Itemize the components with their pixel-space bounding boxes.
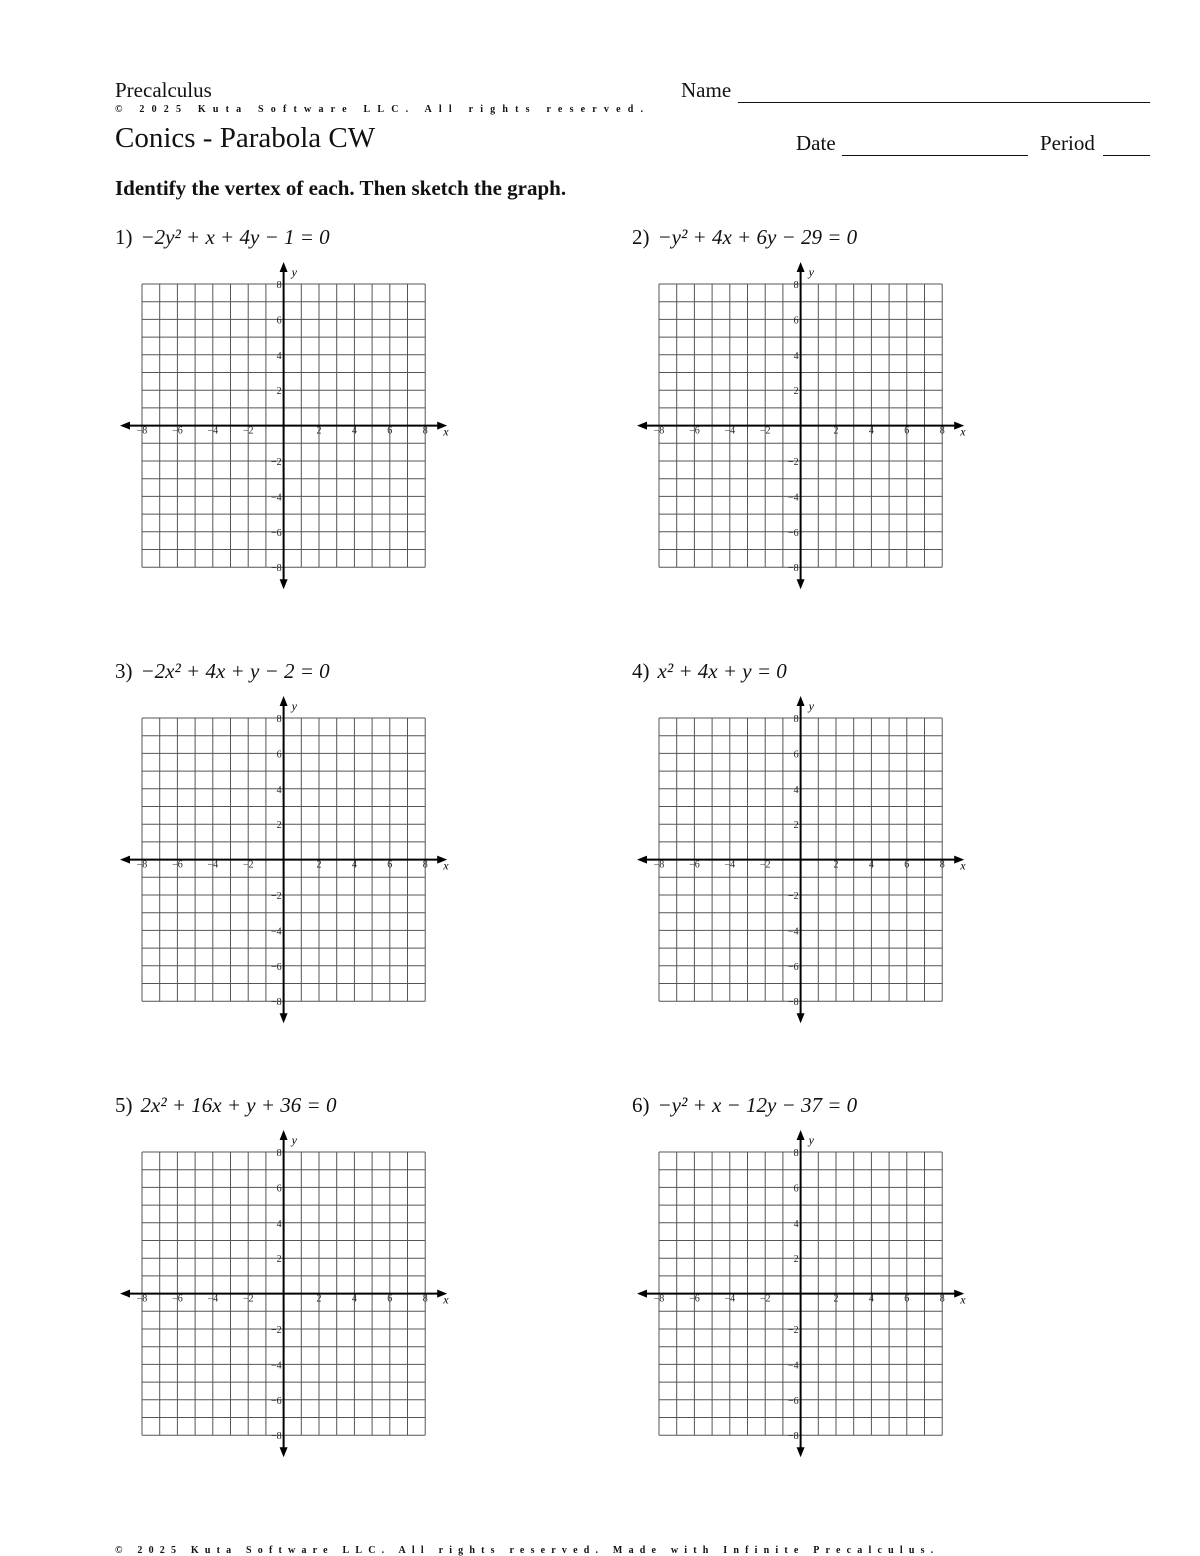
problem-equation: −2y² + x + 4y − 1 = 0: [140, 225, 330, 249]
worksheet-title: Conics - Parabola CW: [115, 122, 376, 154]
x-axis-label: x: [960, 424, 966, 439]
x-tick-label: 4: [351, 1293, 357, 1305]
x-tick-label: 2: [316, 425, 322, 437]
x-tick-label: −6: [172, 859, 183, 871]
x-tick-label: −8: [136, 859, 148, 871]
y-tick-label: 4: [793, 350, 799, 362]
y-tick-label: −6: [787, 527, 799, 539]
x-tick-label: −4: [724, 1293, 736, 1305]
x-axis-arrow-left: [637, 856, 647, 864]
y-tick-label: −8: [270, 563, 282, 575]
y-tick-label: 8: [276, 714, 282, 725]
y-tick-label: 8: [276, 280, 282, 291]
x-tick-label: 6: [904, 1293, 910, 1305]
x-axis-label: x: [960, 1292, 966, 1307]
x-axis-label: x: [960, 858, 966, 873]
x-tick-label: 8: [422, 859, 428, 871]
y-tick-label: −6: [270, 961, 282, 973]
x-tick-label: −8: [653, 859, 665, 871]
x-axis-label: x: [443, 424, 449, 439]
problem-equation: x² + 4x + y = 0: [657, 659, 787, 683]
problem-number: 2): [632, 225, 650, 249]
problem-number: 4): [632, 659, 650, 683]
x-tick-label: −2: [242, 1293, 254, 1305]
x-tick-label: −8: [653, 425, 665, 437]
x-axis-label: x: [443, 1292, 449, 1307]
y-axis-arrow-down: [280, 579, 288, 589]
y-tick-label: 6: [793, 315, 799, 327]
problem-6: [632, 1093, 857, 1118]
problem-5: [115, 1093, 336, 1118]
x-tick-label: −2: [759, 425, 771, 437]
date-label: Date: [796, 131, 836, 155]
y-tick-label: 2: [276, 386, 282, 398]
graph-grid-5[interactable]: [120, 1130, 450, 1460]
y-tick-label: −6: [270, 527, 282, 539]
x-axis-label: x: [443, 858, 449, 873]
x-tick-label: 4: [351, 425, 357, 437]
copyright-notice: © 2025 Kuta Software LLC. All rights reserved.: [115, 104, 651, 115]
y-axis-arrow-up: [797, 262, 805, 272]
x-tick-label: −6: [172, 1293, 183, 1305]
x-tick-label: −6: [172, 425, 183, 437]
x-tick-label: −4: [207, 1293, 219, 1305]
name-blank[interactable]: [738, 102, 1150, 103]
y-tick-label: −4: [787, 1360, 799, 1372]
x-tick-label: 2: [316, 859, 322, 871]
x-tick-label: 8: [422, 1293, 428, 1305]
date-blank[interactable]: [842, 155, 1028, 156]
x-tick-label: 8: [939, 859, 945, 871]
name-label: Name: [681, 78, 732, 102]
problem-number: 1): [115, 225, 133, 249]
y-tick-label: 2: [793, 1254, 799, 1266]
x-tick-label: −4: [207, 425, 219, 437]
x-tick-label: 4: [868, 425, 874, 437]
x-tick-label: −8: [136, 425, 148, 437]
course-name: Precalculus: [115, 78, 212, 102]
x-tick-label: −6: [689, 1293, 700, 1305]
instructions: Identify the vertex of each. Then sketch the graph.: [115, 176, 567, 200]
x-tick-label: 6: [904, 425, 910, 437]
y-tick-label: −8: [270, 1431, 282, 1443]
problem-equation: −y² + x − 12y − 37 = 0: [657, 1093, 858, 1117]
x-tick-label: 6: [387, 1293, 393, 1305]
problem-number: 6): [632, 1093, 650, 1117]
y-tick-label: −6: [787, 961, 799, 973]
x-tick-label: 8: [422, 425, 428, 437]
problem-3: [115, 659, 330, 684]
x-axis-arrow-left: [120, 422, 130, 430]
y-tick-label: 4: [276, 784, 282, 796]
y-tick-label: −6: [270, 1395, 282, 1407]
y-axis-arrow-down: [797, 579, 805, 589]
y-axis-arrow-down: [280, 1013, 288, 1023]
x-tick-label: −6: [689, 859, 700, 871]
graph-grid-3[interactable]: [120, 696, 450, 1026]
x-tick-label: 2: [833, 425, 839, 437]
problem-equation: −y² + 4x + 6y − 29 = 0: [657, 225, 858, 249]
x-tick-label: 8: [939, 1293, 945, 1305]
y-tick-label: 4: [793, 784, 799, 796]
graph-grid-2[interactable]: [637, 262, 967, 592]
x-tick-label: −2: [759, 1293, 771, 1305]
y-tick-label: −8: [787, 1431, 799, 1443]
y-tick-label: 4: [276, 350, 282, 362]
x-tick-label: 4: [351, 859, 357, 871]
x-tick-label: 2: [833, 859, 839, 871]
y-tick-label: 6: [793, 1183, 799, 1195]
y-tick-label: −4: [270, 926, 282, 938]
y-axis-label: y: [808, 1133, 814, 1147]
y-tick-label: −4: [270, 492, 282, 504]
x-tick-label: 6: [387, 859, 393, 871]
problem-number: 5): [115, 1093, 133, 1117]
y-tick-label: 6: [276, 1183, 282, 1195]
x-tick-label: −6: [689, 425, 700, 437]
y-tick-label: −4: [787, 926, 799, 938]
y-tick-label: −4: [270, 1360, 282, 1372]
y-axis-arrow-down: [280, 1447, 288, 1457]
problem-equation: −2x² + 4x + y − 2 = 0: [140, 659, 330, 683]
y-tick-label: 6: [276, 749, 282, 761]
x-tick-label: −4: [724, 859, 736, 871]
y-tick-label: 6: [793, 749, 799, 761]
period-blank[interactable]: [1103, 155, 1150, 156]
y-axis-arrow-down: [797, 1013, 805, 1023]
y-tick-label: 2: [793, 386, 799, 398]
y-tick-label: 8: [793, 1148, 799, 1159]
x-tick-label: 2: [316, 1293, 322, 1305]
y-tick-label: −2: [787, 1325, 799, 1336]
x-tick-label: −4: [207, 859, 219, 871]
x-axis-arrow-left: [120, 1290, 130, 1298]
y-axis-arrow-down: [797, 1447, 805, 1457]
y-tick-label: 4: [276, 1218, 282, 1230]
y-tick-label: −2: [787, 457, 799, 468]
x-tick-label: 2: [833, 1293, 839, 1305]
y-tick-label: 8: [793, 714, 799, 725]
x-tick-label: −8: [653, 1293, 665, 1305]
y-axis-arrow-up: [280, 262, 288, 272]
y-tick-label: −2: [270, 457, 282, 468]
x-tick-label: −8: [136, 1293, 148, 1305]
y-axis-label: y: [808, 699, 814, 713]
y-tick-label: −8: [270, 997, 282, 1009]
y-axis-label: y: [291, 699, 297, 713]
x-tick-label: 6: [904, 859, 910, 871]
y-axis-arrow-up: [280, 1130, 288, 1140]
y-axis-arrow-up: [797, 696, 805, 706]
y-axis-label: y: [291, 1133, 297, 1147]
y-tick-label: −8: [787, 563, 799, 575]
x-tick-label: −4: [724, 425, 736, 437]
y-tick-label: 2: [276, 820, 282, 832]
y-tick-label: 6: [276, 315, 282, 327]
x-axis-arrow-left: [120, 856, 130, 864]
x-tick-label: −2: [759, 859, 771, 871]
x-tick-label: 8: [939, 425, 945, 437]
y-tick-label: −2: [270, 891, 282, 902]
y-tick-label: −8: [787, 997, 799, 1009]
graph-grid-1[interactable]: [120, 262, 450, 592]
y-axis-label: y: [291, 265, 297, 279]
problem-2: [632, 225, 857, 250]
problem-1: [115, 225, 330, 250]
x-tick-label: −2: [242, 425, 254, 437]
y-tick-label: −6: [787, 1395, 799, 1407]
graph-grid-4[interactable]: [637, 696, 967, 1026]
problem-number: 3): [115, 659, 133, 683]
graph-grid-6[interactable]: [637, 1130, 967, 1460]
problem-equation: 2x² + 16x + y + 36 = 0: [140, 1093, 337, 1117]
period-label: Period: [1040, 131, 1095, 155]
y-tick-label: 8: [793, 280, 799, 291]
y-tick-label: 2: [276, 1254, 282, 1266]
x-tick-label: 6: [387, 425, 393, 437]
y-axis-arrow-up: [280, 696, 288, 706]
y-axis-label: y: [808, 265, 814, 279]
x-axis-arrow-left: [637, 1290, 647, 1298]
y-axis-arrow-up: [797, 1130, 805, 1140]
y-tick-label: −4: [787, 492, 799, 504]
x-tick-label: −2: [242, 859, 254, 871]
y-tick-label: −2: [787, 891, 799, 902]
y-tick-label: −2: [270, 1325, 282, 1336]
problem-4: [632, 659, 787, 684]
x-axis-arrow-left: [637, 422, 647, 430]
y-tick-label: 2: [793, 820, 799, 832]
x-tick-label: 4: [868, 1293, 874, 1305]
footer-copyright: © 2025 Kuta Software LLC. All rights reserved. Made with Infinite Precalculus.: [115, 1545, 940, 1556]
y-tick-label: 8: [276, 1148, 282, 1159]
y-tick-label: 4: [793, 1218, 799, 1230]
x-tick-label: 4: [868, 859, 874, 871]
